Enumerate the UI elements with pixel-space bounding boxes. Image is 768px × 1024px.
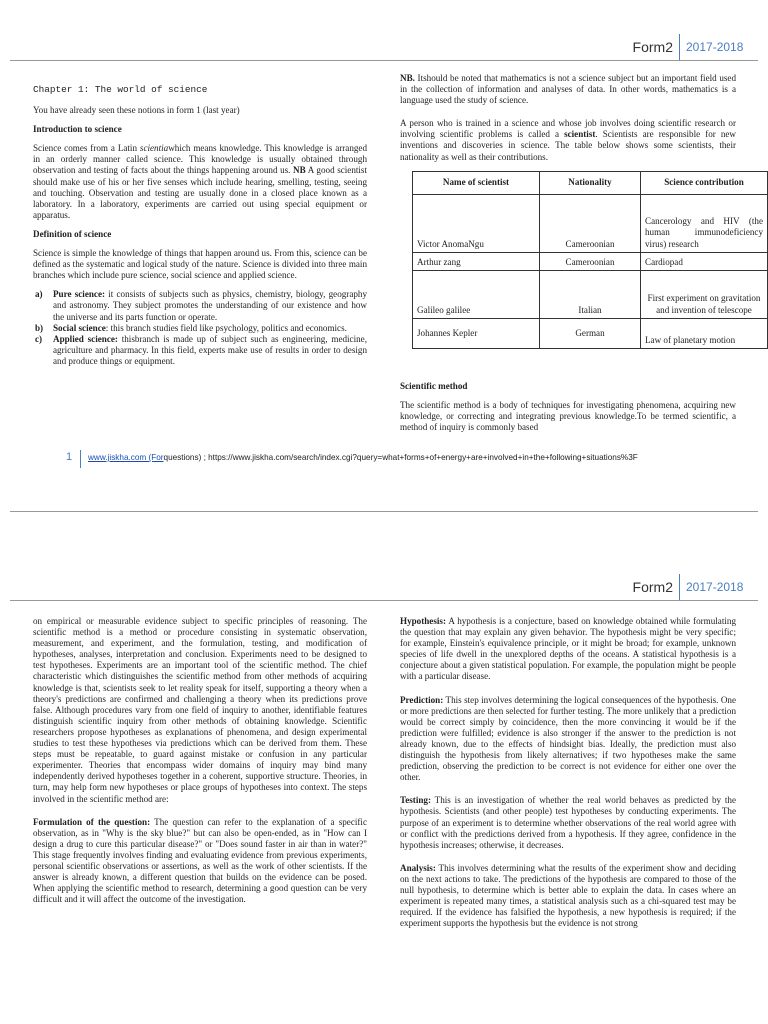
scientist-text-2: . Scientists are responsible for new inventions and discoveries in science. The table below shows some scientists, their nationality as well as their contributions. (400, 129, 736, 162)
table-row (413, 252, 768, 270)
method-heading: Scientific method (400, 380, 468, 391)
footer-separator (80, 450, 81, 468)
intro-latin-term: scientia (139, 143, 169, 154)
footer-link[interactable]: www.jiskha.com (For (88, 453, 164, 462)
page-header (633, 34, 758, 60)
table-cell: First experiment on gravitation and invention of telescope (641, 270, 768, 318)
table-cell: Cameroonian (540, 252, 641, 270)
right-column (400, 73, 763, 441)
table-row (413, 318, 768, 348)
header-rule (10, 600, 758, 601)
intro-note: You have already seen these notions in form 1 (last year) (33, 105, 240, 116)
table-cell: Arthur zang (413, 252, 540, 270)
scientists-table (412, 171, 768, 349)
table-cell: Johannes Kepler (413, 318, 540, 348)
list-text: thisbranch is made up of subject such as engineering, medicine, agriculture and pharmacy. In this field, experts make use of results in order to design and produce things or equipment. (53, 333, 367, 366)
list-item (35, 289, 368, 322)
page-footer (0, 450, 768, 470)
right-column (400, 616, 736, 937)
table-cell: Cancerology and HIV (the human immunodeficiency virus) research (641, 194, 768, 252)
scientist-paragraph (400, 118, 736, 162)
analysis-paragraph (400, 863, 736, 930)
intro-nb: NB (293, 165, 306, 176)
table-header: Name of scientist (413, 171, 540, 194)
table-cell: Italian (540, 270, 641, 318)
testing-paragraph (400, 795, 736, 850)
table-cell: Cardiopad (641, 252, 768, 270)
intro-heading: Introduction to science (33, 124, 122, 135)
intro-paragraph (33, 143, 367, 221)
nb-label: NB. (400, 73, 415, 83)
definition-paragraph: Science is simple the knowledge of things that happen around us. From this, science can be defined as the systematic and logical study of the nature. Science is divided into three main branches which include pure science, social science and applied science. (33, 248, 367, 281)
header-year: 2017-2018 (686, 40, 744, 54)
list-item (35, 322, 367, 334)
table-header: Nationality (540, 171, 641, 194)
table-cell: Victor AnomaNgu (413, 194, 540, 252)
table-cell: Cameroonian (540, 194, 641, 252)
header-rule (10, 60, 758, 61)
table-cell: Law of planetary motion (641, 318, 768, 348)
prediction-paragraph (400, 695, 736, 784)
intro-text-3: A good scientist should make use of his or her five senses which include hearing, smelling, testing, seeing and touching. Observation and testing are usually done in a closed place known as a laboratory. In a laboratory, experiments are carried out using special equipment or apparatus. (33, 165, 368, 220)
table-row (413, 270, 768, 318)
table-header-row (413, 171, 768, 194)
method-continued-paragraph: on empirical or measurable evidence subject to specific principles of reasoning. The scientific method is a method or procedure consisting in systematic observation, measurement, and experiment, and the formulation, testing, and modification of hypotheses, analyses, interpretation and conclusion. Experiments need to be designed to test hypotheses. Experiments are an important tool of the scientific method. The chief characteristic which distinguishes the scientific method from other methods of acquiring knowledge is that, scientists seek to let reality speak for itself, supporting a theory when a theory's predictions are confirmed and challenging a theory when its predictions prove false. Although procedures vary from one field of inquiry to another, identifiable features distinguish scientific inquiry from other methods of obtaining knowledge. Scientific researchers propose hypotheses as explanations of phenomena, and design experimental studies to test these hypotheses via predictions which can be derived from them. These steps must be repeatable, to guard against mistake or confusion in any particular experimenter. Theories that encompass wider domains of inquiry may bind many independently derived hypotheses together in a coherent, supportive structure. Theories, in turn, may help form new hypotheses or place groups of hypotheses into context. The steps involved in the scientific method are: (33, 616, 367, 804)
analysis-text: This involves determining what the results of the experiment show and deciding on the next actions to take. The predictions of the hypothesis are compared to those of the null hypothesis, to determine which is better able to explain the data. In cases where an experiment is repeated many times, a statistical analysis such as a chi-squared test may be required. If the evidence has falsified the hypothesis, a new hypothesis is required; if the experiment supports the hypothesis but the evidence is not strong (400, 862, 736, 929)
method-paragraph: The scientific method is a body of techniques for investigating phenomena, acquiring new knowledge, or correcting and integrating previous knowledge.To be termed scientific, a method of inquiry is commonly based (400, 399, 736, 432)
header-form: Form2 (632, 579, 673, 595)
scientist-term: scientist (564, 129, 596, 140)
page-number: 1 (66, 451, 73, 463)
page-2 (0, 574, 768, 1024)
header-form: Form2 (632, 39, 673, 55)
list-marker: b) (35, 322, 44, 333)
nb-text: Itshould be noted that mathematics is not a science subject but an important field used in the collection of information and analyses of data. In other words, mathematics is a language used the study of science. (400, 73, 736, 106)
hypothesis-label: Hypothesis: (400, 616, 446, 626)
testing-text: This is an investigation of whether the real world behaves as predicted by the hypothesis. Scientists (and other people) test hypotheses by conducting experiments. The purpose of an experiment is to determine whether observations of the real world agree with or conflict with the predictions derived from a hypothesis. If they agree, confidence in the hypothesis increases; otherwise, it decreases. (400, 795, 736, 850)
list-text: it consists of subjects such as physics, chemistry, biology, geography and astronomy. They subject promotes the understanding of our existence and how the universe and its parts function or operate. (53, 289, 368, 322)
nb-paragraph (400, 73, 736, 106)
table-row (413, 194, 768, 252)
left-column (33, 84, 367, 367)
branches-list (33, 289, 367, 367)
left-column (33, 616, 367, 913)
header-year: 2017-2018 (686, 580, 744, 594)
intro-text-1: Science comes from a Latin (33, 143, 140, 154)
page-header (633, 574, 758, 600)
list-label: Pure science: (53, 289, 106, 300)
question-paragraph (33, 817, 367, 906)
scientist-text-1: A person who is trained in a science and whose job involves doing scientific research or involving scientific problems is called a (400, 118, 736, 140)
footer-url-text: questions) ; https://www.jiskha.com/search/index.cgi?query=what+forms+of+energy+are+involved+in+the+following+situations%3F (163, 453, 638, 462)
definition-heading: Definition of science (33, 228, 112, 239)
list-marker: a) (35, 289, 43, 300)
list-item (35, 333, 367, 367)
question-label: Formulation of the question: (33, 816, 151, 827)
hypothesis-paragraph (400, 616, 736, 683)
table-cell: German (540, 318, 641, 348)
list-marker: c) (35, 333, 43, 344)
list-text: : this branch studies field like psychology, politics and economics. (105, 322, 347, 333)
analysis-label: Analysis: (400, 862, 436, 873)
prediction-text: This step involves determining the logical consequences of the hypothesis. One or more predictions are then selected for further testing. The more unlikely that a prediction would be correct simply by coincidence, then the more convincing it would be if the prediction were fulfilled; evidence is also stronger if the answer to the prediction is not already known, due to the effects of hindsight bias. Ideally, the prediction must also distinguish the hypothesis from likely alternatives; if two hypotheses make the same prediction, observing the prediction to be correct is not evidence for either one over the other. (400, 694, 736, 783)
page-bottom-rule (10, 511, 758, 512)
intro-text-2: which means knowledge. This knowledge is arranged in an orderly manner called science. This knowledge is usually obtained through observation and testing of facts about the things happening around us. (33, 143, 367, 176)
list-label: Social science (53, 322, 106, 333)
hypothesis-text: A hypothesis is a conjecture, based on knowledge obtained while formulating the question that may explain any given behavior. The hypothesis might be very specific; for example, Einstein's equivalence principle, or it might be broad; for example, unknown species of life dwell in the unexplored depths of the oceans. A statistical hypothesis is a conjecture about a given statistical population. For example, the population might be people with a particular disease. (400, 616, 736, 682)
chapter-title: Chapter 1: The world of science (33, 84, 208, 95)
prediction-label: Prediction: (400, 694, 444, 705)
footer-text (88, 453, 638, 462)
testing-label: Testing: (400, 795, 431, 806)
list-label: Applied science: (53, 333, 118, 344)
question-text: The question can refer to the explanation of a specific observation, as in "Why is the sky blue?" but can also be open-ended, as in "How can I design a drug to cure this particular disease?" or "Does sound faster in air than in water?" This stage frequently involves finding and evaluating evidence from previous experiments, personal scientific observations or assertions, as well as the work of other scientists. If the answer is already known, a different question that builds on the evidence can be posed. When applying the scientific method to research, determining a good question can be very difficult and it will affect the outcome of the investigation. (33, 816, 367, 905)
table-cell: Galileo galilee (413, 270, 540, 318)
table-header: Science contribution (641, 171, 768, 194)
